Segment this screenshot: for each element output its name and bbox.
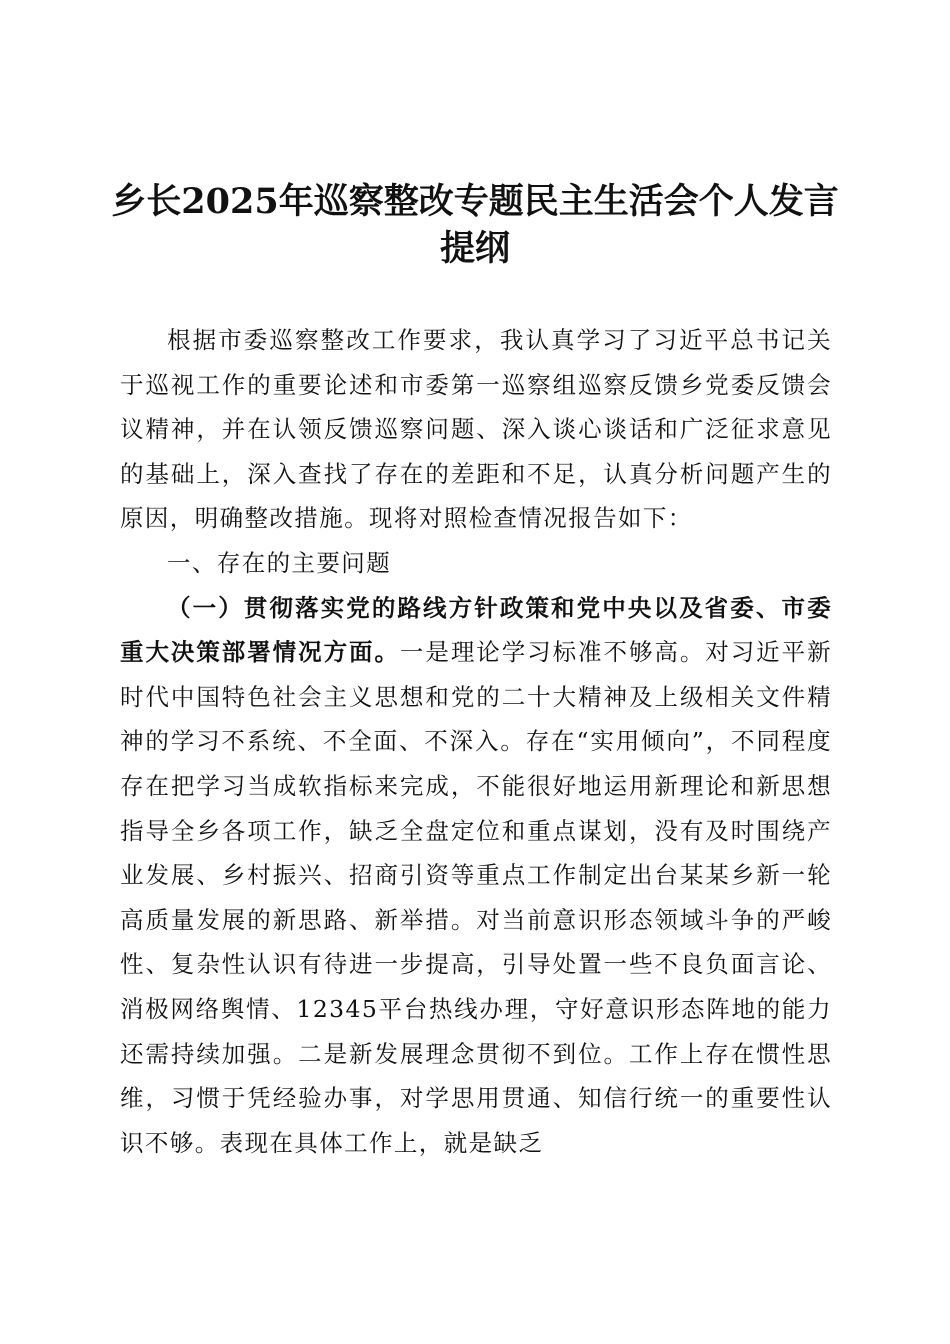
subsection-text: 一是理论学习标准不够高。对习近平新时代中国特色社会主义思想和党的二十大精神及上级相关文件精神的学习不系统、不全面、不深入。存在“实用倾向”，不同程度存在把学习当成软指标来完成，不能很好地运用新理论和新思想指导全乡各项工作，缺乏全盘定位和重点谋划，没有及时围绕产业发展、乡村振兴、招商引资等重点工作制定出台某某乡新一轮高质量发展的新思路、新举措。对当前意识形态领域斗争的严峻性、复杂性认识有待进一步提高，引导处置一些不良负面言论、消极网络舆情、12345平台热线办理，守好意识形态阵地的能力还需持续加强。二是新发展理念贯彻不到位。工作上存在惯性思维，习惯于凭经验办事，对学思用贯通、知信行统一的重要性认识不够。表现在具体工作上，就是缺乏 [120, 638, 832, 1157]
section-heading: 一、存在的主要问题 [167, 548, 392, 577]
intro-paragraph: 根据市委巡察整改工作要求，我认真学习了习近平总书记关于巡视工作的重要论述和市委第一巡察组巡察反馈乡党委反馈会议精神，并在认领反馈巡察问题、深入谈心谈话和广泛征求意见的基础上，深入查找了存在的差距和不足，认真分析问题产生的原因，明确整改措施。现将对照检查情况报告如下： [120, 326, 832, 533]
document-title: 乡长2025年巡察整改专题民主生活会个人发言提纲 [111, 181, 839, 269]
document-body [120, 318, 832, 1165]
subsection-title: （一）贯彻落实党的路线方针政策和党中央以及省委、市委重大决策部署情况方面。 [120, 593, 832, 667]
subsection-paragraph [120, 586, 832, 1166]
